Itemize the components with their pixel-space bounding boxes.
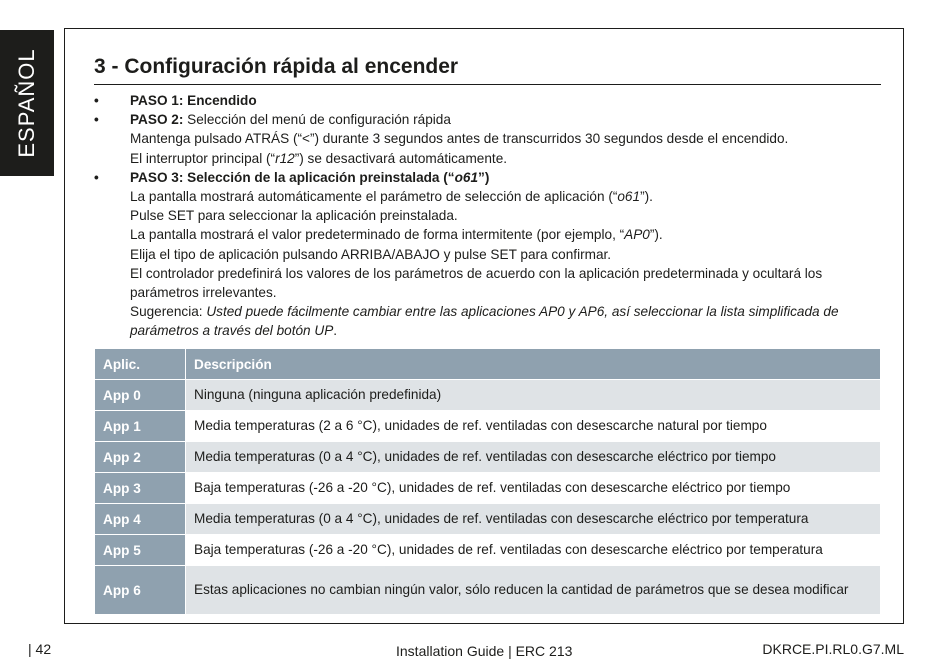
app-description-cell: Baja temperaturas (-26 a -20 °C), unidades de ref. ventiladas con desescarche eléctrico por temperatura xyxy=(186,535,881,566)
app-code-cell: App 5 xyxy=(95,535,186,566)
app-description-cell: Baja temperaturas (-26 a -20 °C), unidades de ref. ventiladas con desescarche eléctrico por tiempo xyxy=(186,473,881,504)
step-3-line-5: El controlador predefinirá los valores de los parámetros de acuerdo con la aplicación predeterminada y ocultará los parámetros irrelevantes. xyxy=(130,265,823,301)
step-3-heading-a: PASO 3: Selección de la aplicación preinstalada (“ xyxy=(130,169,455,185)
app-description-cell: Media temperaturas (0 a 4 °C), unidades de ref. ventiladas con desescarche eléctrico por tiempo xyxy=(186,442,881,473)
step-3-line-1-a: La pantalla mostrará automáticamente el parámetro de selección de aplicación (“ xyxy=(130,189,618,205)
applications-table xyxy=(94,348,881,615)
table-row xyxy=(95,473,881,504)
table-row xyxy=(95,535,881,566)
language-tab xyxy=(0,30,54,176)
table-row xyxy=(95,380,881,411)
step-1-heading: PASO 1: Encendido xyxy=(130,93,257,108)
step-2-heading-rest: Selección del menú de configuración rápida xyxy=(183,112,451,128)
app-code-cell: App 4 xyxy=(95,504,186,535)
table-header-row xyxy=(95,349,881,380)
step-3-hint xyxy=(130,302,881,340)
step-3-line-3 xyxy=(130,225,881,244)
table-row xyxy=(95,504,881,535)
step-2-line-2 xyxy=(130,149,881,168)
language-tab-label: ESPAÑOL xyxy=(14,48,39,158)
hint-text: Usted puede fácilmente cambiar entre las aplicaciones AP0 y AP6, así seleccionar la lista simplificada de parámetros a través del botón UP xyxy=(130,304,839,339)
hint-label: Sugerencia: xyxy=(130,304,207,320)
step-3-heading-b: ”) xyxy=(478,169,490,185)
bullet-icon: • xyxy=(94,93,99,108)
bullet-icon: • xyxy=(94,112,99,128)
step-3-line-1-b: ”). xyxy=(640,189,653,205)
app-description-cell: Ninguna (ninguna aplicación predefinida) xyxy=(186,380,881,411)
app-code-cell: App 2 xyxy=(95,442,186,473)
step-1 xyxy=(94,91,881,110)
param-code-o61: o61 xyxy=(454,169,479,185)
hint-end: . xyxy=(333,323,338,339)
table-row xyxy=(95,442,881,473)
app-code-cell: App 3 xyxy=(95,473,186,504)
table-row xyxy=(95,566,881,615)
step-2-heading-line xyxy=(130,110,881,129)
step-3-line-2: Pulse SET para seleccionar la aplicación preinstalada. xyxy=(130,208,458,224)
step-3-line-3-a: La pantalla mostrará el valor predeterminado de forma intermitente (por ejemplo, “ xyxy=(130,227,625,243)
step-3-line-3-b: ”). xyxy=(649,227,663,243)
step-2-heading: PASO 2: xyxy=(130,112,184,128)
param-code-ap0: AP0 xyxy=(624,227,650,243)
document-code: DKRCE.PI.RL0.G7.ML xyxy=(762,641,904,657)
step-3-heading xyxy=(130,168,881,187)
app-description-cell: Media temperaturas (0 a 4 °C), unidades de ref. ventiladas con desescarche eléctrico por temperatura xyxy=(186,504,881,535)
app-description-cell: Estas aplicaciones no cambian ningún valor, sólo reducen la cantidad de parámetros que se desea modificar xyxy=(186,566,881,615)
title-divider xyxy=(94,84,881,85)
footer-title: Installation Guide | ERC 213 xyxy=(396,643,573,659)
param-code-r12: r12 xyxy=(275,150,295,166)
app-code-cell: App 0 xyxy=(95,380,186,411)
step-2 xyxy=(94,110,881,168)
app-code-cell: App 1 xyxy=(95,411,186,442)
step-3-line-4: Elija el tipo de aplicación pulsando ARRIBA/ABAJO y pulse SET para confirmar. xyxy=(130,246,612,262)
step-2-line-2-a: El interruptor principal (“ xyxy=(130,150,276,166)
section-title: 3 - Configuración rápida al encender xyxy=(94,55,459,78)
step-3 xyxy=(94,168,881,341)
page-number: | 42 xyxy=(28,641,52,657)
step-2-line-1: Mantenga pulsado ATRÁS (“<”) durante 3 segundos antes de transcurridos 30 segundos desde el encendido. xyxy=(130,131,789,147)
step-3-line-1 xyxy=(130,187,881,206)
column-header-description: Descripción xyxy=(186,349,881,380)
param-code-o61-inline: o61 xyxy=(617,189,641,205)
bullet-icon: • xyxy=(94,169,99,185)
table-row xyxy=(95,411,881,442)
column-header-app: Aplic. xyxy=(95,349,186,380)
steps-list xyxy=(94,91,881,341)
step-2-line-2-b: ”) se desactivará automáticamente. xyxy=(294,150,508,166)
app-code-cell: App 6 xyxy=(95,566,186,615)
app-description-cell: Media temperaturas (2 a 6 °C), unidades de ref. ventiladas con desescarche natural por tiempo xyxy=(186,411,881,442)
